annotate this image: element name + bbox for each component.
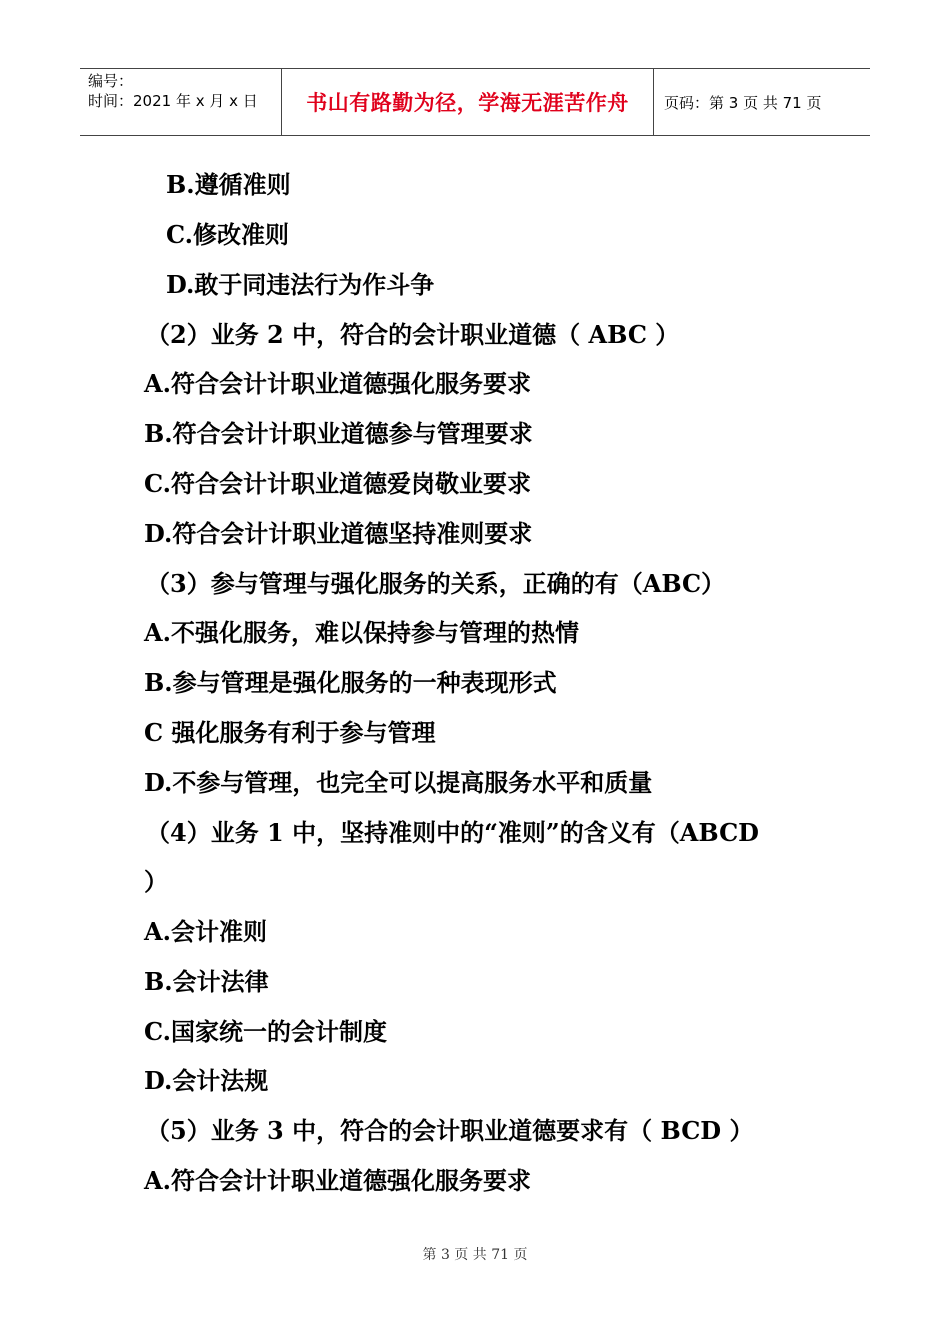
option-line: C 强化服务有利于参与管理 [144, 718, 436, 747]
page-header [80, 68, 870, 136]
option-line: B.遵循准则 [166, 170, 291, 199]
option-line: D.符合会计计职业道德坚持准则要求 [144, 519, 533, 548]
option-line: A.会计准则 [144, 917, 267, 946]
option-line: D.不参与管理，也完全可以提高服务水平和质量 [144, 768, 653, 797]
header-meta [80, 69, 282, 135]
question-line: （4）业务 1 中，坚持准则中的“准则”的含义有（ABCD [146, 818, 759, 847]
header-motto: 书山有路勤为径，学海无涯苦作舟 [282, 69, 654, 135]
option-line: A.符合会计计职业道德强化服务要求 [144, 1166, 531, 1195]
question-line: （5）业务 3 中，符合的会计职业道德要求有（ BCD ） [146, 1116, 754, 1145]
option-line: C.国家统一的会计制度 [144, 1017, 388, 1046]
option-line: D.会计法规 [144, 1066, 269, 1095]
option-line: C.修改准则 [166, 220, 290, 249]
document-number-label: 编号： [88, 72, 134, 90]
page-footer: 第 3 页 共 71 页 [422, 1247, 528, 1263]
option-line: D.敢于同违法行为作斗争 [166, 270, 435, 299]
option-line: C.符合会计计职业道德爱岗敬业要求 [144, 469, 532, 498]
option-line: B.参与管理是强化服务的一种表现形式 [144, 668, 557, 697]
question-line: （3）参与管理与强化服务的关系，正确的有（ABC） [146, 569, 726, 598]
document-time-label: 时间：2021 年 x 月 x 日 [88, 92, 258, 110]
option-line: A.不强化服务，难以保持参与管理的热情 [144, 618, 579, 647]
header-page-label: 页码：第 3 页 共 71 页 [664, 93, 822, 112]
question-line: （2）业务 2 中，符合的会计职业道德（ ABC ） [146, 320, 680, 349]
option-line: B.符合会计计职业道德参与管理要求 [144, 419, 533, 448]
option-line: A.符合会计计职业道德强化服务要求 [144, 369, 531, 398]
question-line-continuation: ） [144, 867, 168, 896]
option-line: B.会计法律 [144, 967, 269, 996]
